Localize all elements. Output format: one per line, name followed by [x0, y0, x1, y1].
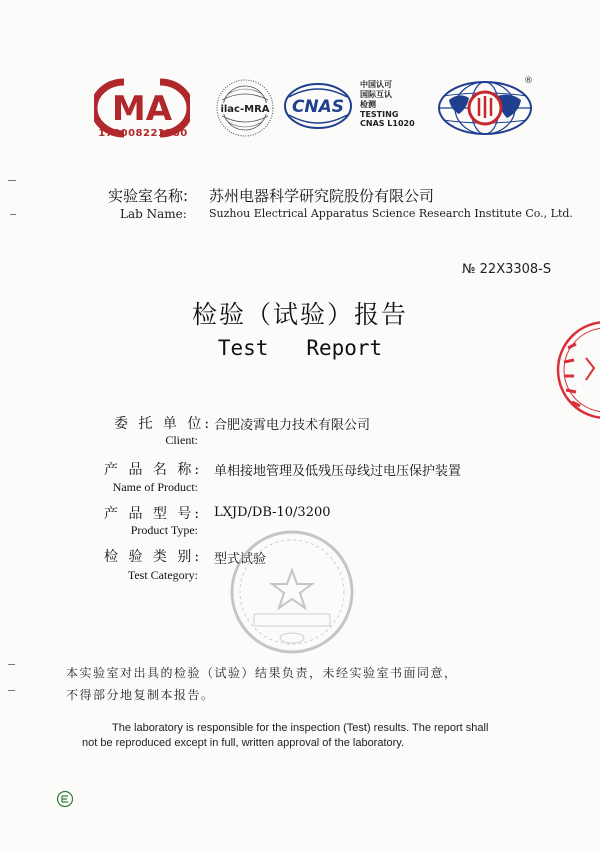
cnas-cn-line: 国际互认	[360, 90, 392, 99]
cnas-en-line: TESTING	[360, 110, 399, 119]
cnas-cn-line: 检测	[360, 100, 376, 109]
product-type-label-cn: 产 品 型 号:	[104, 506, 203, 522]
test-category-label-en: Test Category:	[127, 568, 198, 582]
client-label-cn: 委 托 单 位:	[114, 416, 213, 432]
cqc-globe-logo	[437, 78, 533, 138]
cnas-en-line: CNAS L1020	[360, 119, 415, 128]
product-name-label-cn: 产 品 名 称:	[104, 462, 203, 478]
registered-mark: ®	[524, 76, 533, 86]
cnas-cn-line: 中国认可	[360, 80, 392, 89]
statement-cn-line2: 不得部分地复制本报告。	[66, 688, 215, 702]
margin-tick	[8, 664, 15, 665]
report-title-cn: 检验（试验）报告	[191, 300, 408, 329]
lab-name-en: Suzhou Electrical Apparatus Science Research Institute Co., Ltd.	[209, 207, 573, 220]
ilac-text: ilac-MRA	[220, 104, 270, 115]
statement-en-line2: not be reproduced except in full, written approval of the laboratory.	[82, 737, 405, 749]
ilac-mra-logo	[214, 78, 276, 138]
product-name-label-en: Name of Product:	[112, 480, 198, 494]
lab-name-label-cn: 实验室名称:	[108, 187, 189, 205]
cnas-logo	[283, 81, 353, 131]
product-type-label-en: Product Type:	[130, 523, 198, 537]
cma-letters: MA	[111, 89, 173, 129]
client-label-en: Client:	[165, 433, 198, 447]
faded-seal-stamp	[228, 528, 356, 656]
report-title-en: Test Report	[217, 336, 383, 360]
test-category-label-cn: 检 验 类 别:	[104, 549, 203, 565]
cnas-text: CNAS	[291, 97, 345, 117]
margin-tick	[10, 214, 16, 215]
recycle-mark-icon	[56, 790, 74, 808]
lab-name-cn: 苏州电器科学研究院股份有限公司	[209, 187, 435, 205]
test-category-value: 型式试验	[214, 552, 267, 567]
statement-en-line1: The laboratory is responsible for the inspection (Test) results. The report shall	[112, 722, 489, 734]
cma-number: 170008221380	[98, 128, 188, 139]
product-type-value: LXJD/DB-10/3200	[214, 505, 331, 520]
margin-tick	[8, 690, 15, 691]
lab-name-label-en: Lab Name:	[120, 207, 187, 221]
statement-cn-line1: 本实验室对出具的检验（试验）结果负责，未经实验室书面同意，	[66, 666, 458, 680]
client-value: 合肥凌霄电力技术有限公司	[214, 418, 371, 433]
product-name-value: 单相接地管理及低残压母线过电压保护装置	[214, 464, 462, 479]
margin-tick	[8, 180, 16, 181]
red-seal-stamp-fragment	[546, 318, 600, 422]
report-number: № 22X3308-S	[462, 262, 552, 277]
cnas-caption	[360, 80, 430, 128]
